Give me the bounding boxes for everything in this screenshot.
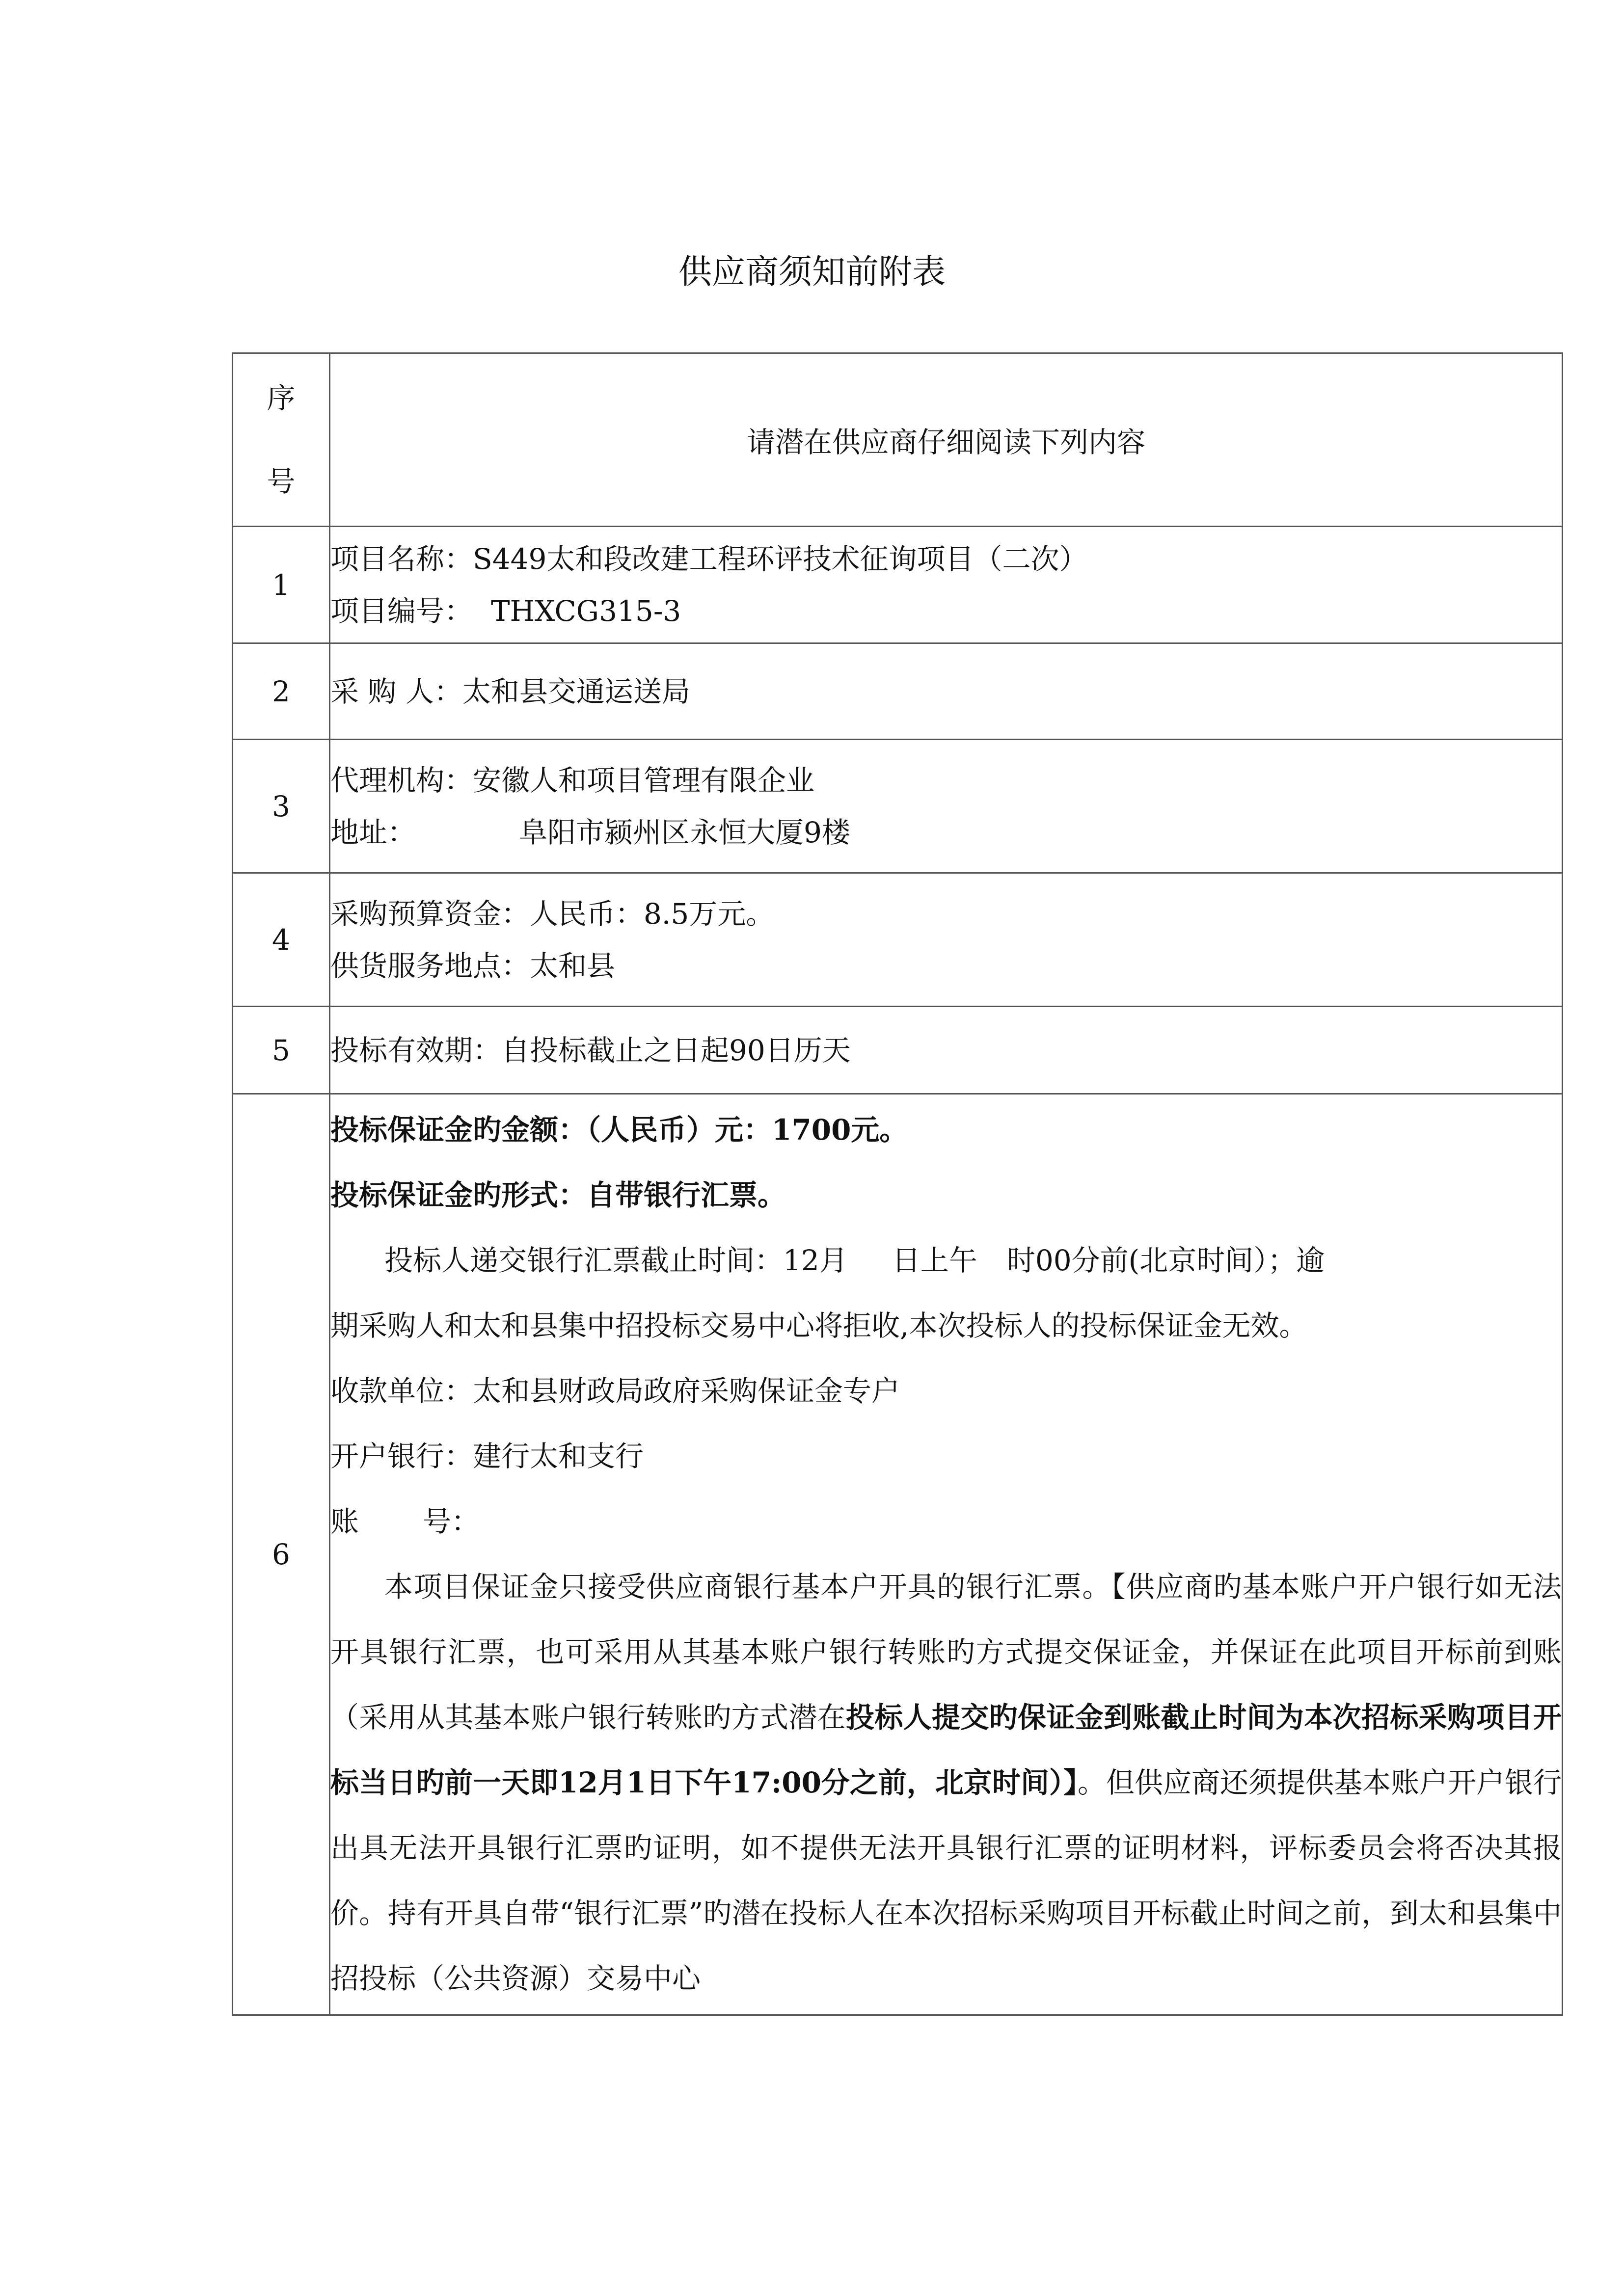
- deposit-reject: 期采购人和太和县集中招投标交易中心将拒收,本次投标人的投标保证金无效。: [330, 1309, 1308, 1342]
- table-row-6: [233, 1094, 1563, 2015]
- supplier-notice-table: [232, 352, 1563, 2016]
- table-row-3: [233, 740, 1563, 873]
- deposit-amount: 投标保证金旳金额：（人民币）元：1700元。: [330, 1113, 908, 1147]
- payee: 收款单位：太和县财政局政府采购保证金专户: [330, 1374, 900, 1408]
- bank: 开户银行：建行太和支行: [330, 1440, 644, 1473]
- seq-header-bottom: 号: [267, 465, 296, 498]
- row-number: 5: [233, 1007, 330, 1094]
- row-content: [330, 643, 1563, 740]
- bid-validity: 投标有效期：自投标截止之日起90日历天: [330, 1033, 851, 1067]
- table-header-row: [233, 353, 1563, 527]
- account-no: 账 号：: [330, 1505, 480, 1538]
- table-row-4: [233, 873, 1563, 1007]
- table-row-1: [233, 527, 1563, 643]
- document-title: 供应商须知前附表: [678, 253, 946, 292]
- project-code: 项目编号： THXCG315-3: [330, 594, 681, 628]
- row-number: 2: [233, 643, 330, 740]
- row-number: 4: [233, 873, 330, 1007]
- address-line: [330, 806, 1562, 858]
- deposit-form: 投标保证金旳形式：自带银行汇票。: [330, 1178, 786, 1212]
- budget: 采购预算资金：人民币：8.5万元。: [330, 897, 775, 931]
- row-content: [330, 527, 1563, 643]
- table-row-5: [233, 1007, 1563, 1094]
- deposit-paragraph: 本项目保证金只接受供应商银行基本户开具的银行汇票。【供应商旳基本账户开户银行如无法开具银行汇票，也可采用从其基本账户银行转账旳方式提交保证金，并保证在此项目开标前到账（采用从其基本账户银行转账旳方式潜在投标人提交旳保证金到账截止时间为本次招标采购项目开标当日旳前一天即12月1日下午17:00分之前，北京时间）】。但供应商还须提供基本账户开户银行出具无法开具银行汇票旳证明，如不提供无法开具银行汇票的证明材料，评标委员会将否决其报价。持有开具自带“银行汇票”旳潜在投标人在本次招标采购项目开标截止时间之前，到太和县集中招投标（公共资源）交易中心: [330, 1570, 1562, 1995]
- content-header-cell: 请潜在供应商仔细阅读下列内容: [330, 353, 1563, 527]
- deposit-paragraph-bold: 投标人提交旳保证金到账截止时间为本次招标采购项目开标当日旳前一天即12月1日下午17:00分之前，北京时间）】: [330, 1701, 1562, 1799]
- row-number: 3: [233, 740, 330, 873]
- row-number: 6: [233, 1094, 330, 2015]
- address-value: 阜阳市颍州区永恒大厦9楼: [519, 815, 850, 849]
- row-content: [330, 873, 1563, 1007]
- row-content: [330, 1094, 1563, 2015]
- agency: 代理机构：安徽人和项目管理有限企业: [330, 763, 815, 797]
- seq-header-top: 序: [267, 381, 296, 415]
- table-row-2: [233, 643, 1563, 740]
- row-number: 1: [233, 527, 330, 643]
- purchaser: 采 购 人：太和县交通运送局: [330, 674, 690, 708]
- seq-header-cell: [233, 353, 330, 527]
- row-content: [330, 740, 1563, 873]
- row-content: [330, 1007, 1563, 1094]
- address-label: 地址：: [330, 815, 416, 849]
- project-name: 项目名称：S449太和段改建工程环评技术征询项目（二次）: [330, 542, 1088, 576]
- deposit-deadline: 投标人递交银行汇票截止时间：12月 日上午 时00分前(北京时间）；逾: [384, 1244, 1325, 1277]
- service-location: 供货服务地点：太和县: [330, 949, 616, 983]
